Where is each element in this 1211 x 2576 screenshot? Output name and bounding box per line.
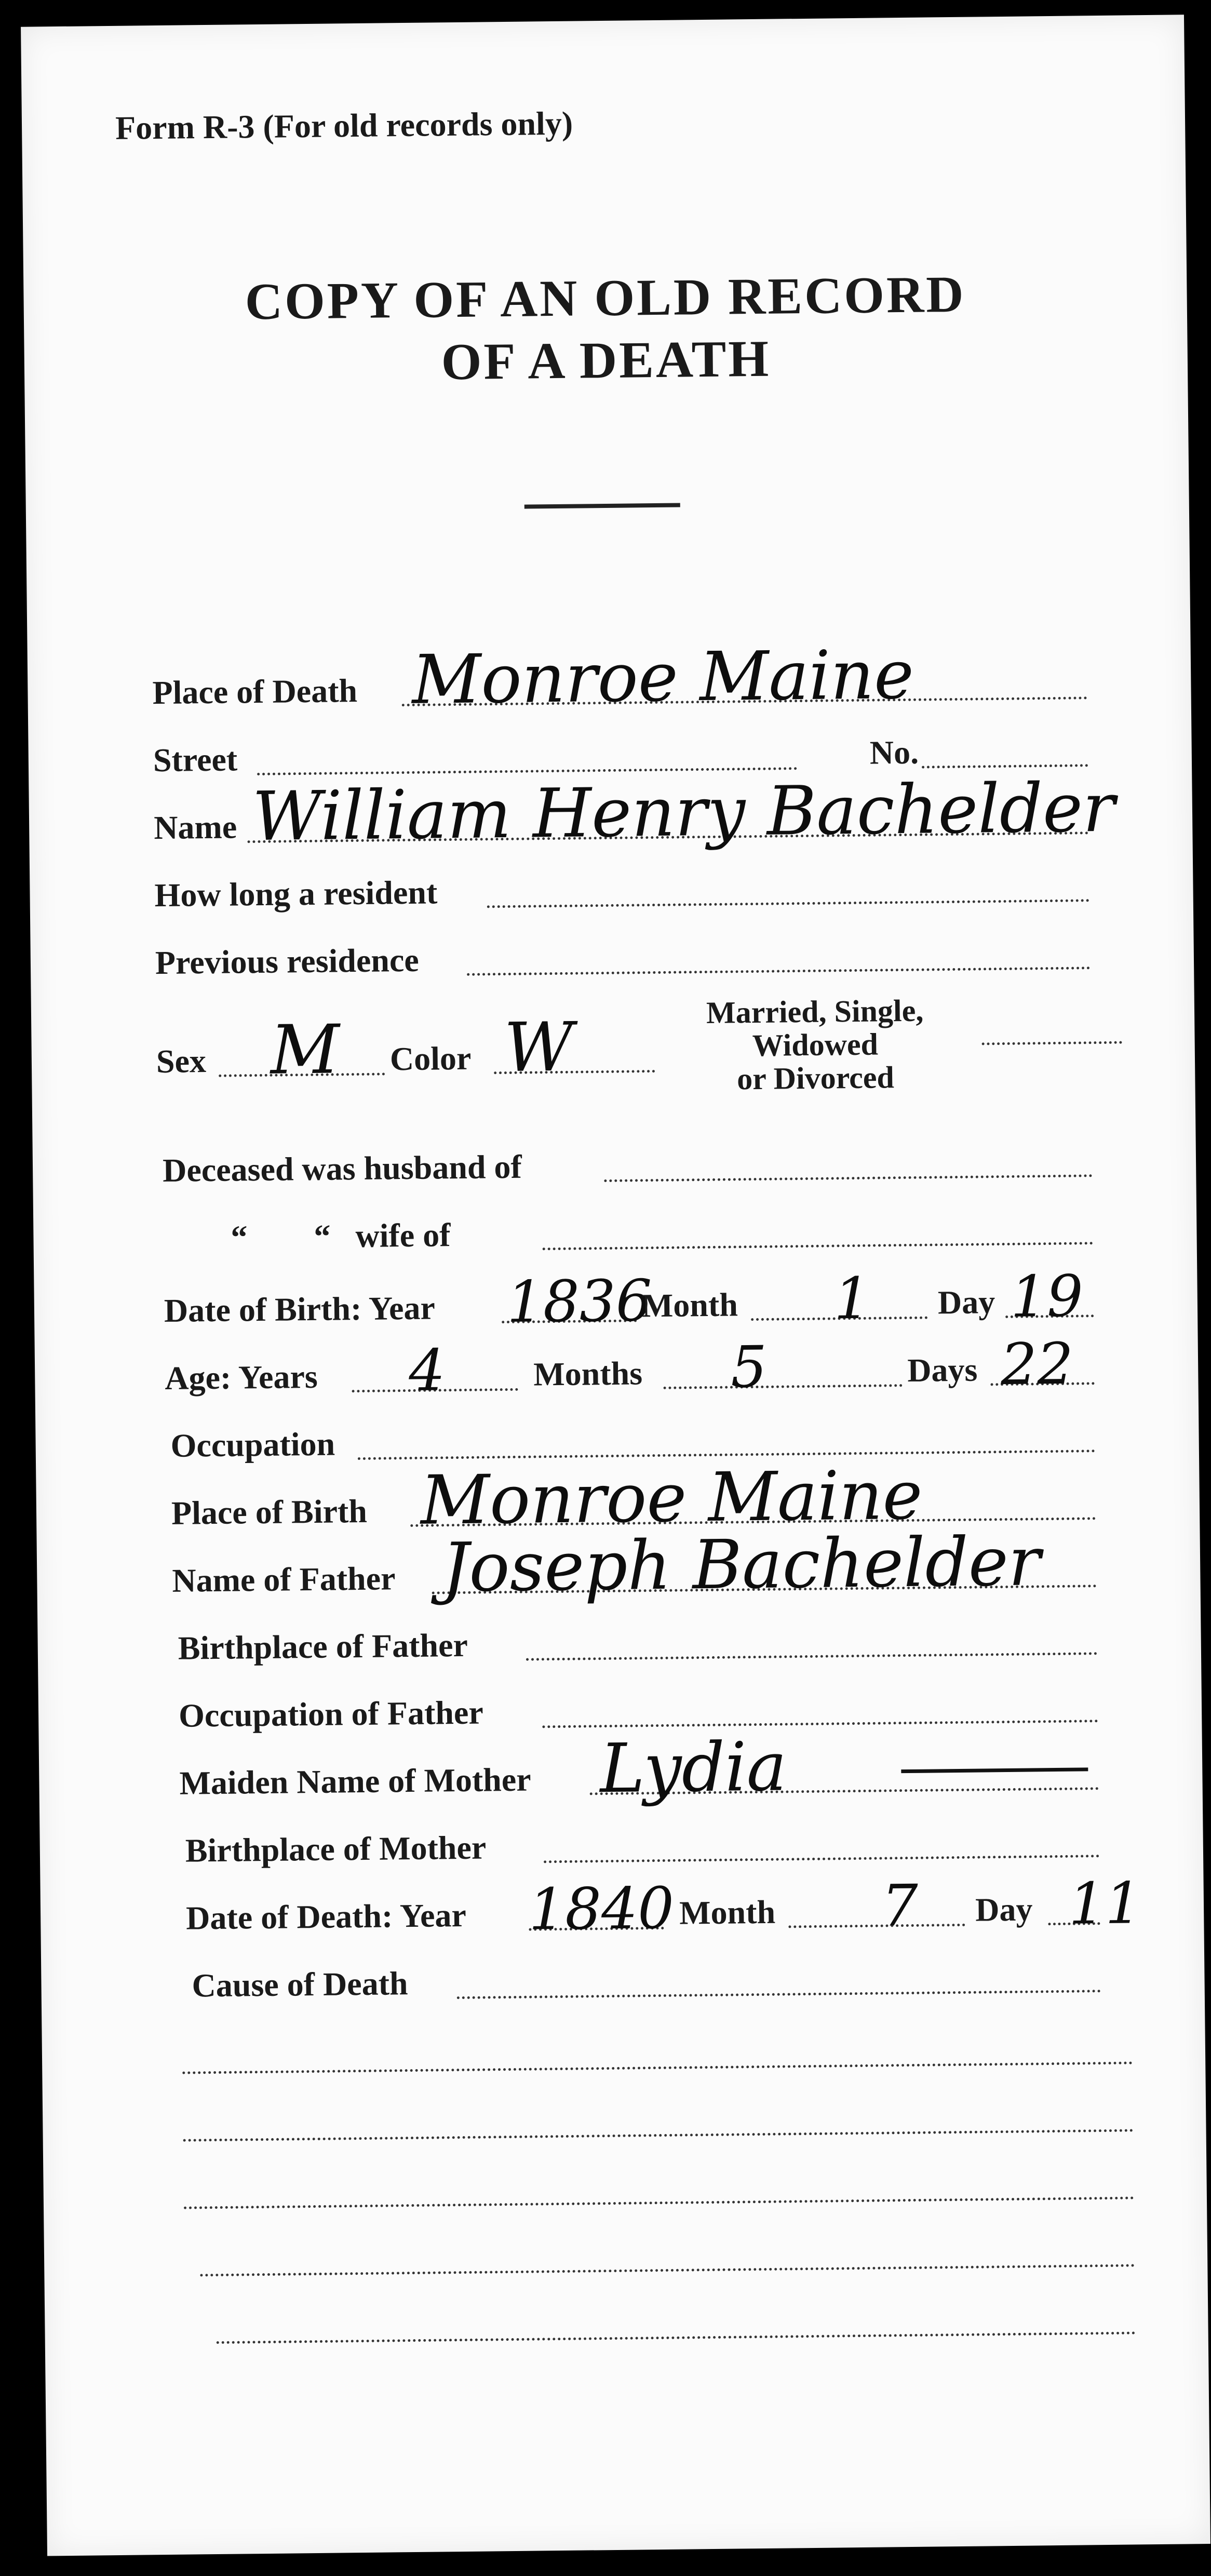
death-month-label: Month xyxy=(679,1893,776,1931)
form-number: Form R-3 (For old records only) xyxy=(115,104,573,146)
previous-residence-row xyxy=(155,914,1090,986)
date-of-birth-row xyxy=(158,1262,1094,1334)
date-of-death-row xyxy=(165,1870,1142,1943)
husband-of-label: Deceased was husband of xyxy=(162,1148,522,1189)
age-days-value[interactable]: 22 xyxy=(1000,1330,1074,1398)
birthplace-of-father-label: Birthplace of Father xyxy=(178,1626,468,1667)
name-of-father-row xyxy=(162,1522,1097,1607)
occupation-label: Occupation xyxy=(170,1425,335,1464)
form-title-line1: COPY OF AN OLD RECORD xyxy=(245,265,966,331)
number-field[interactable] xyxy=(922,764,1088,768)
cause-of-death-row xyxy=(166,1937,1101,2009)
blank-line[interactable] xyxy=(183,2129,1134,2142)
previous-residence-label: Previous residence xyxy=(155,941,420,982)
birthplace-of-father-field[interactable] xyxy=(526,1652,1097,1661)
maiden-name-of-mother-label: Maiden Name of Mother xyxy=(179,1761,531,1802)
age-months-value[interactable]: 5 xyxy=(730,1333,768,1401)
marital-status-label: Married, Single, Widowed or Divorced xyxy=(706,993,924,1096)
how-long-resident-label: How long a resident xyxy=(154,874,438,914)
name-row xyxy=(153,768,1115,856)
age-years-label: Age: Years xyxy=(164,1358,318,1397)
place-of-birth-label: Place of Birth xyxy=(171,1492,368,1532)
blank-line[interactable] xyxy=(217,2331,1136,2344)
wife-of-row xyxy=(158,1189,1093,1262)
color-value[interactable]: W xyxy=(503,1007,574,1088)
cause-of-death-field[interactable] xyxy=(457,1990,1101,1999)
blank-line[interactable] xyxy=(182,2062,1133,2074)
death-day-label: Day xyxy=(975,1890,1033,1928)
husband-of-field[interactable] xyxy=(604,1174,1092,1182)
age-years-value[interactable]: 4 xyxy=(408,1337,446,1404)
street-label: Street xyxy=(153,741,238,779)
death-year-label: Date of Death: Year xyxy=(185,1896,467,1937)
birth-day-label: Day xyxy=(937,1283,995,1321)
birthplace-of-father-row xyxy=(162,1600,1097,1672)
marital-status-field[interactable] xyxy=(982,1041,1122,1045)
blank-line[interactable] xyxy=(200,2264,1135,2277)
occupation-of-father-field[interactable] xyxy=(542,1720,1098,1728)
cause-of-death-label: Cause of Death xyxy=(192,1965,408,2004)
death-month-value[interactable]: 7 xyxy=(881,1872,919,1939)
birthplace-of-mother-field[interactable] xyxy=(544,1855,1099,1863)
age-days-label: Days xyxy=(907,1351,978,1389)
place-of-death-row xyxy=(152,635,1087,719)
handwritten-dash xyxy=(901,1767,1088,1773)
birth-year-value[interactable]: 1836 xyxy=(506,1267,653,1336)
death-day-value[interactable]: 11 xyxy=(1068,1870,1142,1937)
place-of-death-label: Place of Death xyxy=(152,672,358,712)
age-months-label: Months xyxy=(533,1354,643,1393)
occupation-of-father-label: Occupation of Father xyxy=(178,1694,484,1734)
place-of-birth-value[interactable]: Monroe Maine xyxy=(420,1455,923,1540)
husband-of-row xyxy=(157,1122,1092,1194)
how-long-resident-row xyxy=(154,847,1089,919)
birth-month-value[interactable]: 1 xyxy=(833,1265,871,1332)
sex-color-row xyxy=(156,1007,655,1090)
wife-of-label: “ “ wife of xyxy=(231,1216,451,1256)
number-label: No. xyxy=(869,733,919,771)
color-label: Color xyxy=(389,1039,472,1078)
sex-value[interactable]: M xyxy=(270,1010,340,1090)
wife-of-field[interactable] xyxy=(543,1242,1093,1250)
name-of-father-value[interactable]: Joseph Bachelder xyxy=(441,1522,1041,1607)
maiden-name-of-mother-row xyxy=(164,1727,1099,1808)
birth-year-label: Date of Birth: Year xyxy=(164,1289,436,1329)
name-label: Name xyxy=(153,808,237,847)
blank-line[interactable] xyxy=(184,2197,1134,2209)
birth-day-value[interactable]: 19 xyxy=(1010,1263,1084,1330)
name-of-father-label: Name of Father xyxy=(172,1560,396,1599)
age-row xyxy=(159,1330,1095,1402)
previous-residence-field[interactable] xyxy=(467,967,1090,976)
death-record-form xyxy=(21,15,1210,2556)
birthplace-of-mother-label: Birthplace of Mother xyxy=(185,1829,487,1869)
death-year-value[interactable]: 1840 xyxy=(528,1874,675,1943)
form-title-line2: OF A DEATH xyxy=(441,329,771,391)
name-value[interactable]: William Henry Bachelder xyxy=(252,768,1115,856)
place-of-death-value[interactable]: Monroe Maine xyxy=(411,635,914,719)
birthplace-of-mother-row xyxy=(164,1802,1099,1874)
birth-month-label: Month xyxy=(641,1286,738,1324)
maiden-name-of-mother-value[interactable]: Lydia xyxy=(599,1727,787,1808)
sex-label: Sex xyxy=(156,1042,207,1080)
how-long-resident-field[interactable] xyxy=(487,899,1089,908)
title-divider xyxy=(524,503,680,508)
